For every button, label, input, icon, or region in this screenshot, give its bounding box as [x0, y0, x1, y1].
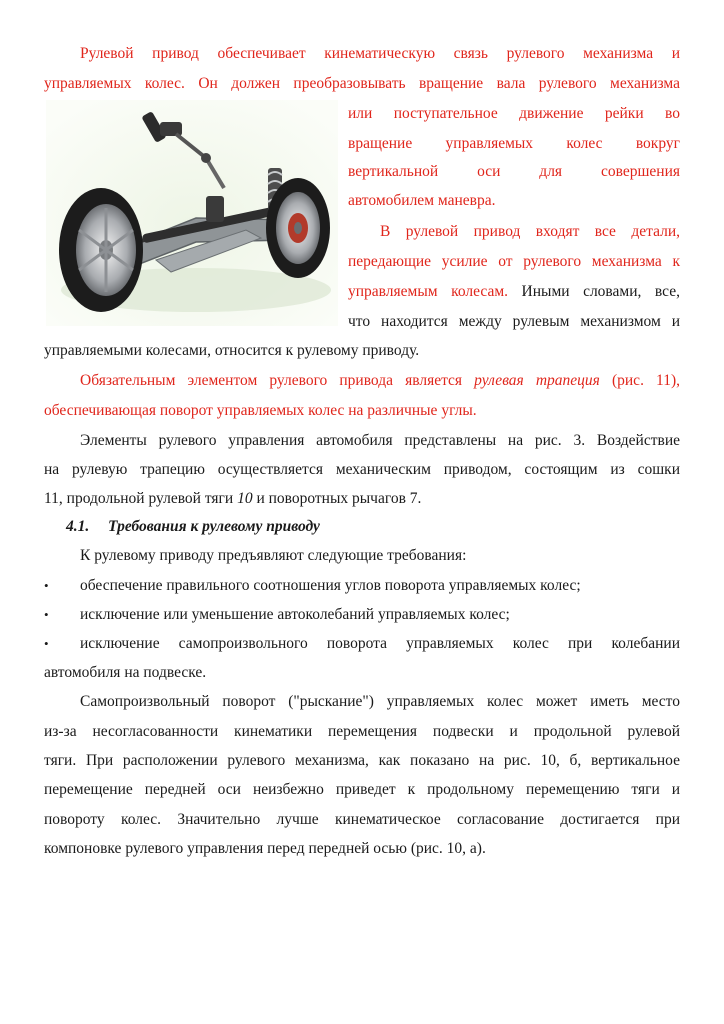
p6-line5: повороту колес. Значительно лучше кинематическое согласование достигается при — [44, 811, 680, 828]
bullet-1-marker: • — [44, 578, 49, 593]
p4-line1: Элементы рулевого управления автомобиля представлены на рис. 3. Воздействие — [80, 432, 680, 449]
p1-line3: или поступательное движение рейки во — [348, 105, 680, 122]
p4-line3-c: и поворотных рычагов 7. — [252, 490, 422, 507]
p1-line1: Рулевой привод обеспечивает кинематическую связь рулевого механизма и — [80, 45, 680, 62]
p4-line2: на рулевую трапецию осуществляется механическим приводом, состоящим из сошки — [44, 461, 680, 478]
bullet-1-text: обеспечение правильного соотношения углов поворота управляемых колес; — [80, 577, 581, 594]
p3-italic-term: рулевая трапеция — [474, 372, 600, 389]
p1-line2: управляемых колес. Он должен преобразовывать вращение вала рулевого механизма — [44, 75, 680, 92]
p2-line2: передающие усилие от рулевого механизма к — [348, 253, 680, 270]
p4-line3-a: 11, продольной рулевой тяги — [44, 490, 238, 507]
section-title: Требования к рулевому приводу — [108, 518, 320, 535]
p2-line3 — [348, 282, 680, 302]
p3-line1 — [80, 371, 680, 391]
p3-line1-c: (рис. 11), — [599, 372, 680, 389]
p6-line4: перемещение передней оси неизбежно приведет к продольному перемещению тяги и — [44, 781, 680, 798]
p2-line3-black: Иными словами, все, — [508, 283, 680, 300]
p6-line1: Самопроизвольный поворот ("рыскание") управляемых колес может иметь место — [80, 693, 680, 710]
p6-line6: компоновке рулевого управления перед передней осью (рис. 10, а). — [44, 840, 486, 857]
p3-line2: обеспечивающая поворот управляемых колес на различные углы. — [44, 402, 477, 419]
section-number: 4.1. — [66, 518, 90, 535]
p1-line6: автомобилем маневра. — [348, 192, 496, 209]
bullet-2-text: исключение или уменьшение автоколебаний управляемых колес; — [80, 606, 510, 623]
bullet-3-marker: • — [44, 636, 49, 651]
bullet-2-marker: • — [44, 607, 49, 622]
p1-line5: вертикальной оси для совершения — [348, 163, 680, 180]
bullet-3-continuation: автомобиля на подвеске. — [44, 664, 207, 681]
p4-line3-italic: 10 — [237, 490, 253, 507]
p4-line3 — [44, 489, 421, 509]
bullet-3-text: исключение самопроизвольного поворота управляемых колес при колебании — [80, 635, 680, 652]
p1-line4: вращение управляемых колес вокруг — [348, 135, 680, 152]
p5-line1: К рулевому приводу предъявляют следующие требования: — [80, 547, 467, 564]
p6-line3: тяги. При расположении рулевого механизма, как показано на рис. 10, б, вертикальное — [44, 752, 680, 769]
p2-line4: что находится между рулевым механизмом и — [348, 313, 680, 330]
steering-linkage-image — [46, 100, 338, 326]
p2-line1: В рулевой привод входят все детали, — [380, 223, 680, 240]
p2-line5: управляемыми колесами, относится к рулевому приводу. — [44, 342, 420, 359]
p6-line2: из-за несогласованности кинематики перемещения подвески и продольной рулевой — [44, 723, 680, 740]
p3-line1-a: Обязательным элементом рулевого привода является — [80, 372, 475, 389]
p2-line3-red: управляемым колесам. — [348, 283, 509, 300]
